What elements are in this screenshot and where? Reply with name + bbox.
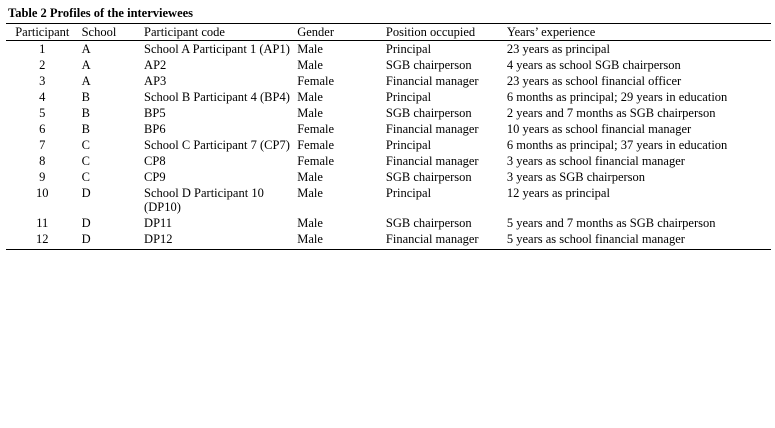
cell-position-occupied: Principal	[385, 138, 432, 153]
cell-participant: 8	[39, 154, 46, 169]
table-row	[6, 169, 771, 185]
column-header-school: School	[79, 24, 141, 41]
cell-participant-code: DP12	[144, 232, 173, 247]
cell-participant: 1	[39, 42, 46, 57]
cell-position-occupied: SGB chairperson	[385, 106, 472, 121]
cell-gender: Female	[297, 138, 335, 153]
cell-participant-code: AP2	[144, 58, 167, 73]
cell-years-experience: 6 months as principal; 29 years in education	[506, 90, 728, 105]
cell-position-occupied: SGB chairperson	[385, 58, 472, 73]
cell-participant-code: CP8	[144, 154, 166, 169]
cell-participant-code: School D Participant 10 (DP10)	[144, 186, 264, 215]
cell-participant: 12	[36, 232, 49, 247]
cell-participant-code: CP9	[144, 170, 166, 185]
cell-years-experience: 5 years as school financial manager	[506, 232, 685, 247]
cell-years-experience: 2 years and 7 months as SGB chairperson	[506, 106, 716, 121]
profiles-table	[6, 23, 771, 249]
cell-position-occupied: SGB chairperson	[385, 216, 472, 231]
table-row	[6, 153, 771, 169]
cell-position-occupied: Principal	[385, 42, 432, 57]
cell-years-experience: 3 years as SGB chairperson	[506, 170, 646, 185]
cell-gender: Male	[297, 106, 323, 121]
table-body	[6, 41, 771, 250]
table-row	[6, 121, 771, 137]
cell-school: B	[81, 90, 90, 105]
column-header-participant: Participant	[6, 24, 79, 41]
column-header-participant-code: Participant code	[141, 24, 294, 41]
cell-gender: Male	[297, 58, 323, 73]
table-row	[6, 231, 771, 249]
column-header-position-occupied: Position occupied	[383, 24, 504, 41]
column-header-years-experience: Years’ experience	[504, 24, 771, 41]
cell-years-experience: 3 years as school financial manager	[506, 154, 685, 169]
cell-school: A	[81, 74, 91, 89]
cell-position-occupied: Financial manager	[385, 154, 479, 169]
table-row	[6, 73, 771, 89]
table-row	[6, 137, 771, 153]
cell-school: A	[81, 42, 91, 57]
cell-school: C	[81, 170, 90, 185]
cell-gender: Male	[297, 216, 323, 231]
cell-school: D	[81, 232, 91, 247]
cell-school: D	[81, 216, 91, 231]
cell-position-occupied: Financial manager	[385, 122, 479, 137]
cell-position-occupied: SGB chairperson	[385, 170, 472, 185]
cell-school: C	[81, 154, 90, 169]
cell-participant: 2	[39, 58, 46, 73]
cell-participant-code: BP6	[144, 122, 166, 137]
cell-years-experience: 6 months as principal; 37 years in education	[506, 138, 728, 153]
cell-gender: Male	[297, 186, 323, 201]
cell-position-occupied: Financial manager	[385, 232, 479, 247]
cell-years-experience: 10 years as school financial manager	[506, 122, 692, 137]
cell-school: B	[81, 106, 90, 121]
cell-gender: Male	[297, 232, 323, 247]
cell-years-experience: 23 years as school financial officer	[506, 74, 682, 89]
cell-school: D	[81, 186, 91, 201]
table-row	[6, 89, 771, 105]
cell-years-experience: 12 years as principal	[506, 186, 610, 201]
cell-gender: Female	[297, 122, 335, 137]
cell-participant: 11	[36, 216, 49, 231]
cell-participant: 4	[39, 90, 46, 105]
cell-years-experience: 4 years as school SGB chairperson	[506, 58, 681, 73]
cell-gender: Male	[297, 170, 323, 185]
cell-participant-code: School B Participant 4 (BP4)	[144, 90, 290, 105]
cell-participant: 7	[39, 138, 46, 153]
cell-gender: Female	[297, 154, 335, 169]
table-caption: Table 2 Profiles of the interviewees	[8, 6, 194, 20]
cell-participant-code: School A Participant 1 (AP1)	[144, 42, 290, 57]
table-row	[6, 215, 771, 231]
table-row	[6, 41, 771, 58]
cell-position-occupied: Principal	[385, 90, 432, 105]
cell-gender: Male	[297, 42, 323, 57]
cell-years-experience: 5 years and 7 months as SGB chairperson	[506, 216, 716, 231]
cell-participant: 9	[39, 170, 46, 185]
cell-participant-code: BP5	[144, 106, 166, 121]
cell-participant-code: AP3	[144, 74, 167, 89]
table-row	[6, 105, 771, 121]
cell-participant-code: DP11	[144, 216, 173, 231]
cell-participant: 3	[39, 74, 46, 89]
cell-school: B	[81, 122, 90, 137]
cell-participant: 5	[39, 106, 46, 121]
cell-position-occupied: Principal	[385, 186, 432, 201]
cell-participant-code: School C Participant 7 (CP7)	[144, 138, 290, 153]
cell-participant: 10	[36, 186, 49, 201]
cell-years-experience: 23 years as principal	[506, 42, 610, 57]
table-header-row	[6, 24, 771, 41]
table-row	[6, 185, 771, 215]
table-row	[6, 57, 771, 73]
cell-school: A	[81, 58, 91, 73]
cell-school: C	[81, 138, 90, 153]
cell-position-occupied: Financial manager	[385, 74, 479, 89]
column-header-gender: Gender	[294, 24, 383, 41]
cell-gender: Female	[297, 74, 335, 89]
cell-participant: 6	[39, 122, 46, 137]
cell-gender: Male	[297, 90, 323, 105]
table-bottom-rule	[6, 249, 771, 250]
